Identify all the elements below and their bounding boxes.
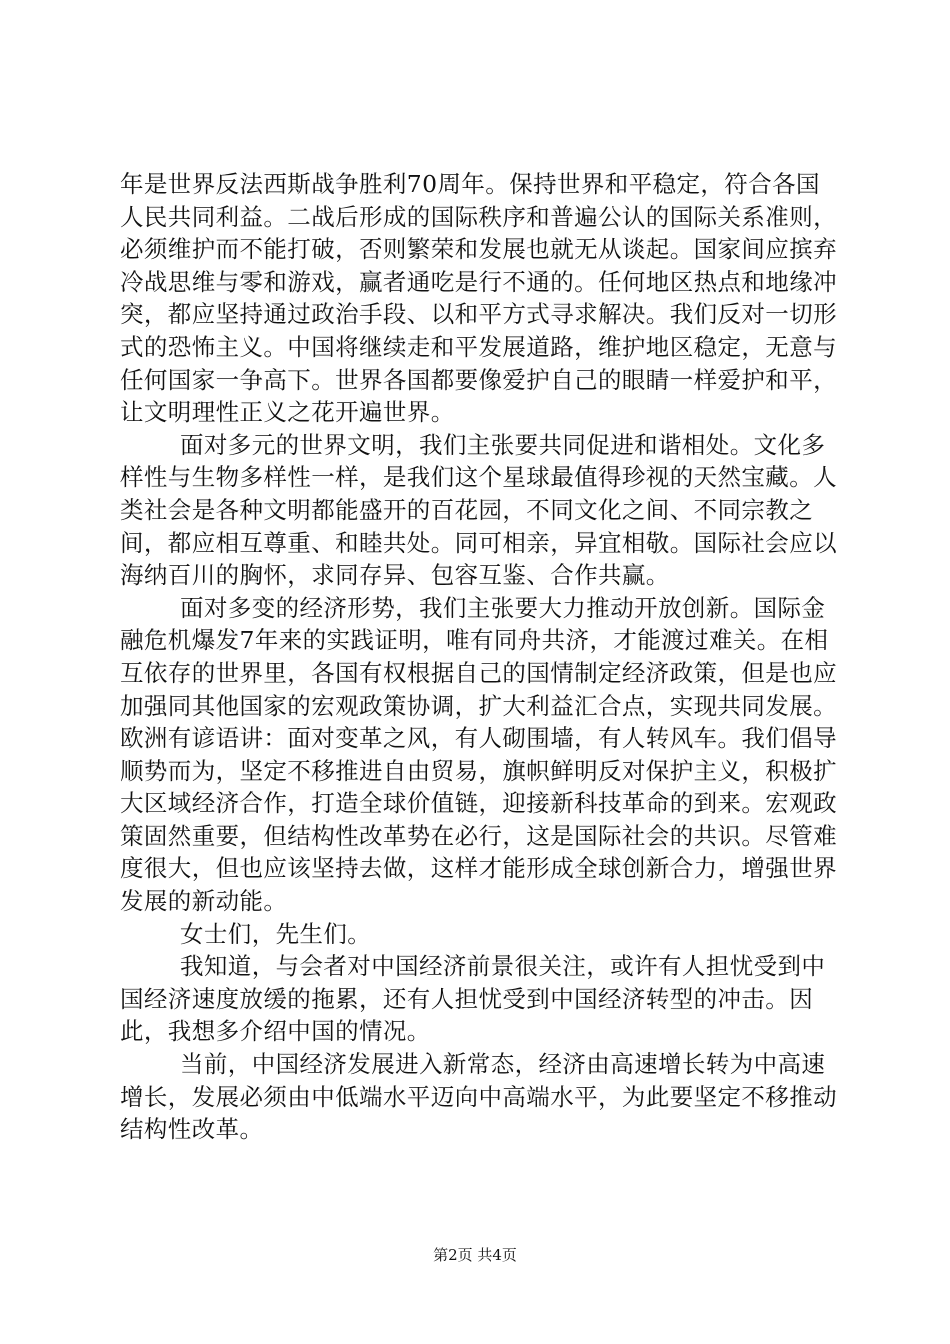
paragraph: 面对多变的经济形势，我们主张要大力推动开放创新。国际金融危机爆发7年来的实践证明，唯有同舟共济，才能渡过难关。在相互依存的世界里，各国有权根据自己的国情制定经济政策，但是也应加强同其他国家的宏观政策协调，扩大利益汇合点，实现共同发展。欧洲有谚语讲：面对变革之风，有人砌围墙，有人转风车。我们倡导顺势而为，坚定不移推进自由贸易，旗帜鲜明反对保护主义，积极扩大区域经济合作，打造全球价值链，迎接新科技革命的到来。宏观政策固然重要，但结构性改革势在必行，这是国际社会的共识。尽管难度很大，但也应该坚持去做，这样才能形成全球创新合力，增强世界发展的新动能。 [120,593,837,916]
body-text [120,168,840,1146]
page-footer: 第2页 共4页 [433,1246,517,1264]
paragraph: 年是世界反法西斯战争胜利70周年。保持世界和平稳定，符合各国人民共同利益。二战后形成的国际秩序和普遍公认的国际关系准则，必须维护而不能打破，否则繁荣和发展也就无从谈起。国家间应摈弃冷战思维与零和游戏，赢者通吃是行不通的。任何地区热点和地缘冲突，都应坚持通过政治手段、以和平方式寻求解决。我们反对一切形式的恐怖主义。中国将继续走和平发展道路，维护地区稳定，无意与任何国家一争高下。世界各国都要像爱护自己的眼睛一样爱护和平，让文明理性正义之花开遍世界。 [120,170,837,427]
paragraph: 女士们，先生们。 [180,919,372,948]
paragraph: 我知道，与会者对中国经济前景很关注，或许有人担忧受到中国经济速度放缓的拖累，还有人担忧受到中国经济转型的冲击。因此，我想多介绍中国的情况。 [120,952,826,1046]
paragraph: 当前，中国经济发展进入新常态，经济由高速增长转为中高速增长，发展必须由中低端水平迈向中高端水平，为此要坚定不移推动结构性改革。 [120,1050,837,1144]
paragraph: 面对多元的世界文明，我们主张要共同促进和谐相处。文化多样性与生物多样性一样，是我们这个星球最值得珍视的天然宝藏。人类社会是各种文明都能盛开的百花园，不同文化之间、不同宗教之间，都应相互尊重、和睦共处。同可相亲，异宜相敬。国际社会应以海纳百川的胸怀，求同存异、包容互鉴、合作共赢。 [120,430,837,590]
